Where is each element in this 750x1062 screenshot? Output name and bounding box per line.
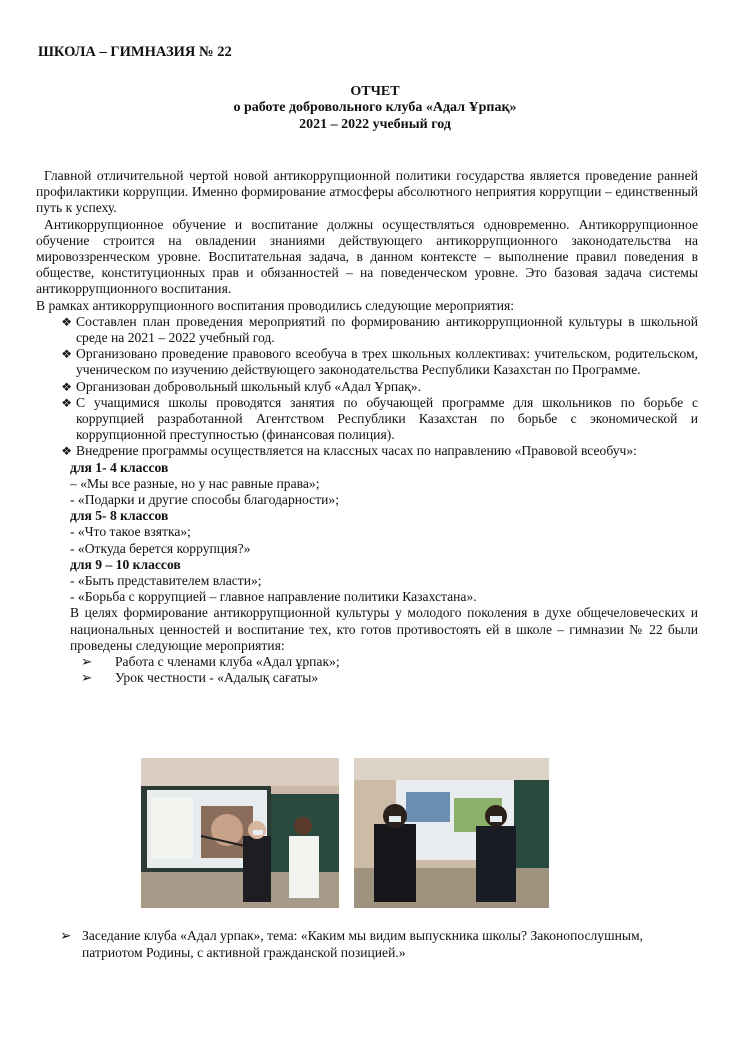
classroom-photo-1 [141,758,339,908]
arrow-item-text: Урок честности - «Адалық сағаты» [115,670,319,686]
paragraph-events-intro: В рамках антикоррупционного воспитания проводились следующие мероприятия: [36,297,515,313]
group-item: – «Мы все разные, но у нас равные права»; [70,475,320,491]
arrow-bullet-icon: ➢ [60,928,72,943]
bullet-text: Внедрение программы осуществляется на классных часах по направлению «Правовой всеобуч»: [76,443,637,459]
school-name: ШКОЛА – ГИМНАЗИЯ № 22 [38,44,232,60]
paragraph-education: Антикоррупционное обучение и воспитание должны осуществляться одновременно. Антикоррупционное обучение строится на овладении знаниями действующего антикоррупционного законодательства на мировоззренческом уровне. Воспитательная задача, в данном контексте – выполнение правил поведения в обществе, конституционных прав и обязанностей – на поведенческом уровне. Это базовая задача системы антикоррупционного воспитания. [36,216,698,297]
bullet-text: Организован добровольный школьный клуб «Адал Ұрпақ». [76,378,422,394]
diamond-bullet-icon: ❖ [61,444,72,459]
list-item [36,379,698,395]
list-item [81,670,698,686]
group-item: - «Что такое взятка»; [70,524,191,540]
list-item [36,346,698,378]
group-heading: для 5- 8 классов [70,508,169,524]
list-item [81,654,698,670]
bullet-text: Организовано проведение правового всеобуча в трех школьных коллективах: учительском, родительском, ученическом по изучению действующего законодательства Республики Казахстан по Программе. [76,346,698,378]
classroom-photo-2 [354,758,549,908]
diamond-bullet-icon: ❖ [61,314,72,329]
list-item [60,927,680,961]
report-subtitle: о работе добровольного клуба «Адал Ұрпақ» [233,100,517,115]
bullet-text: С учащимися школы проводятся занятия по обучающей программе для школьников по борьбе с коррупцией разработанной Агентством Республики Казахстан по борьбе с экономической и коррупционной преступностью (финансовая полиция). [76,394,698,443]
paragraph-intro: Главной отличительной чертой новой антикоррупционной политики государства является проведение ранней профилактики коррупции. Именно формирование атмосферы абсолютного неприятия коррупции – единственный путь к успеху. [36,168,698,216]
class-groups [70,460,698,654]
arrow-bullet-icon: ➢ [81,654,93,670]
report-body [36,168,698,687]
diamond-bullet-icon: ❖ [61,379,72,394]
list-item [36,395,698,444]
group-item: - «Подарки и другие способы благодарности»; [70,492,339,508]
meeting-text: Заседание клуба «Адал урпак», тема: «Каким мы видим выпускника школы? Законопослушным, патриотом Родины, с активной гражданской позицией.» [82,928,643,960]
list-item [36,443,698,459]
diamond-bullet-icon: ❖ [61,347,72,362]
arrow-bullet-icon: ➢ [81,670,93,686]
photo-row [141,758,549,908]
paragraph-goals: В целях формирование антикоррупционной культуры у молодого поколения в духе общечеловеческих и национальных ценностей и воспитание тех, кто готов противостоять ей в школе – гимназии № 22 были проведены следующие мероприятия: [70,605,698,653]
group-item: - «Быть представителем власти»; [70,573,262,589]
list-item [36,314,698,346]
report-title: ОТЧЕТ [350,84,400,99]
group-heading: для 9 – 10 классов [70,556,181,572]
diamond-bullet-icon: ❖ [61,395,72,410]
bullet-text: Составлен план проведения мероприятий по формированию антикоррупционной культуры в школьной среде на 2021 – 2022 учебный год. [76,313,698,346]
group-heading: для 1- 4 классов [70,459,169,475]
group-item: - «Борьба с коррупцией – главное направление политики Казахстана». [70,589,477,605]
arrow-item-text: Работа с членами клуба «Адал ұрпак»; [115,654,340,670]
report-year: 2021 – 2022 учебный год [299,117,451,132]
group-item: - «Откуда берется коррупция?» [70,540,251,556]
